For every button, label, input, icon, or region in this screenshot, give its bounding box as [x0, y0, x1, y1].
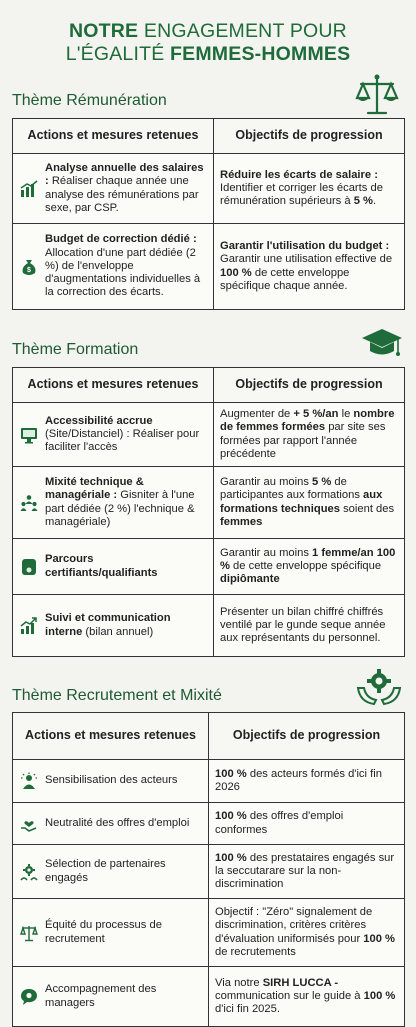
header-actions: Actions et mesures retenues	[13, 368, 214, 403]
table-formation	[12, 367, 405, 657]
section-title-remuneration: Thème Rémunération	[12, 92, 167, 109]
action-cell: Parcours certifiants/qualifiants	[13, 539, 214, 595]
table-row	[13, 467, 405, 539]
objective-cell: Présenter un bilan chiffré chiffrés ventilé par le gunde seque année aux représentants du personnel.	[214, 595, 405, 657]
objective-cell: Objectif : "Zéro" signalement de discrimination, critères critères d'évaluation uniformisés pour 100 % de recrutements	[209, 899, 405, 967]
header-actions: Actions et mesures retenues	[13, 119, 214, 154]
objective-cell: Réduire les écarts de salaire : Identifier et corriger les écarts de rémunération supérieurs à 5 %.	[214, 154, 405, 224]
table-row	[13, 224, 405, 310]
table-recrutement	[12, 712, 405, 1027]
action-cell: Accessibilité accrue (Site/Distanciel) : Réaliser pour faciliter l'accès	[13, 403, 214, 467]
svg-text:$: $	[27, 266, 31, 274]
objective-cell: 100 % des offres d'emploi conformes	[209, 803, 405, 845]
header-actions: Actions et mesures retenues	[13, 713, 209, 760]
table-row	[13, 595, 405, 657]
objective-cell: Garantir au moins 5 % de participantes aux formations aux formations techniques soient des femmes	[214, 467, 405, 539]
table-row	[13, 845, 405, 899]
action-cell: Équité du processus de recrutement	[13, 899, 209, 967]
table-row	[13, 760, 405, 803]
chat-icon	[20, 988, 38, 1006]
gear-people-icon	[20, 863, 38, 881]
action-cell: Neutralité des offres d'emploi	[13, 803, 209, 845]
action-cell: Suivi et communication interne (bilan annuel)	[13, 595, 214, 657]
action-cell: Mixité technique & managériale : Gisniter à l'une part dédiée (2 %) l'echnique & managériale)	[13, 467, 214, 539]
scales-icon	[20, 924, 38, 942]
scales-icon	[355, 72, 399, 118]
speaker-person-icon	[20, 772, 38, 790]
objective-cell: Via notre SIRH LUCCA - communication sur le guide à 100 % d'ici fin 2025.	[209, 967, 405, 1027]
header-objectives: Objectifs de progression	[214, 368, 405, 403]
table-row	[13, 899, 405, 967]
objective-cell: 100 % des prestataires engagés sur la seccutarare sur la non-discrimination	[209, 845, 405, 899]
table-row	[13, 967, 405, 1027]
table-row	[13, 154, 405, 224]
action-cell: Accompagnement des managers	[13, 967, 209, 1027]
action-cell: Analyse annuelle des salaires : Réaliser chaque année une analyse des rémunérations par sexe, par CSP.	[13, 154, 214, 224]
section-title-recrutement: Thème Recrutement et Mixité	[12, 687, 222, 704]
hand-heart-icon	[20, 815, 38, 833]
objective-cell: 100 % des acteurs formés d'ici fin 2026	[209, 760, 405, 803]
people-icon	[20, 494, 38, 512]
objective-cell: Garantir l'utilisation du budget : Garantir une utilisation effective de 100 % de cette enveloppe spécifique chaque année.	[214, 224, 405, 310]
header-objectives: Objectifs de progression	[214, 119, 405, 154]
table-row	[13, 403, 405, 467]
action-cell: $ Budget de correction dédié : Allocation d'une part dédiée (2 %) de l'enveloppe d'augmentations individuelles à la correction des écarts.	[13, 224, 214, 310]
growth-chart-icon	[20, 617, 38, 635]
page-title: NOTRE ENGAGEMENT POUR L'ÉGALITÉ FEMMES-HOMMES	[65, 20, 351, 65]
action-cell: Sélection de partenaires engagés	[13, 845, 209, 899]
objective-cell: Augmenter de + 5 %/an le nombre de femmes formées par site ses formées par rapport l'année précédente	[214, 403, 405, 467]
header-objectives: Objectifs de progression	[209, 713, 405, 760]
certificate-icon	[20, 558, 38, 576]
action-cell: Sensibilisation des acteurs	[13, 760, 209, 803]
graduation-cap-icon	[360, 326, 404, 360]
monitor-icon	[20, 426, 38, 444]
money-bag-icon	[20, 258, 38, 276]
hands-gear-icon	[356, 666, 402, 710]
bar-chart-icon	[20, 180, 38, 198]
objective-cell: Garantir au moins 1 femme/an 100 % de cette enveloppe spécifique dipiômante	[214, 539, 405, 595]
table-row	[13, 803, 405, 845]
section-title-formation: Thème Formation	[12, 341, 139, 358]
table-remuneration	[12, 118, 405, 310]
table-row	[13, 539, 405, 595]
